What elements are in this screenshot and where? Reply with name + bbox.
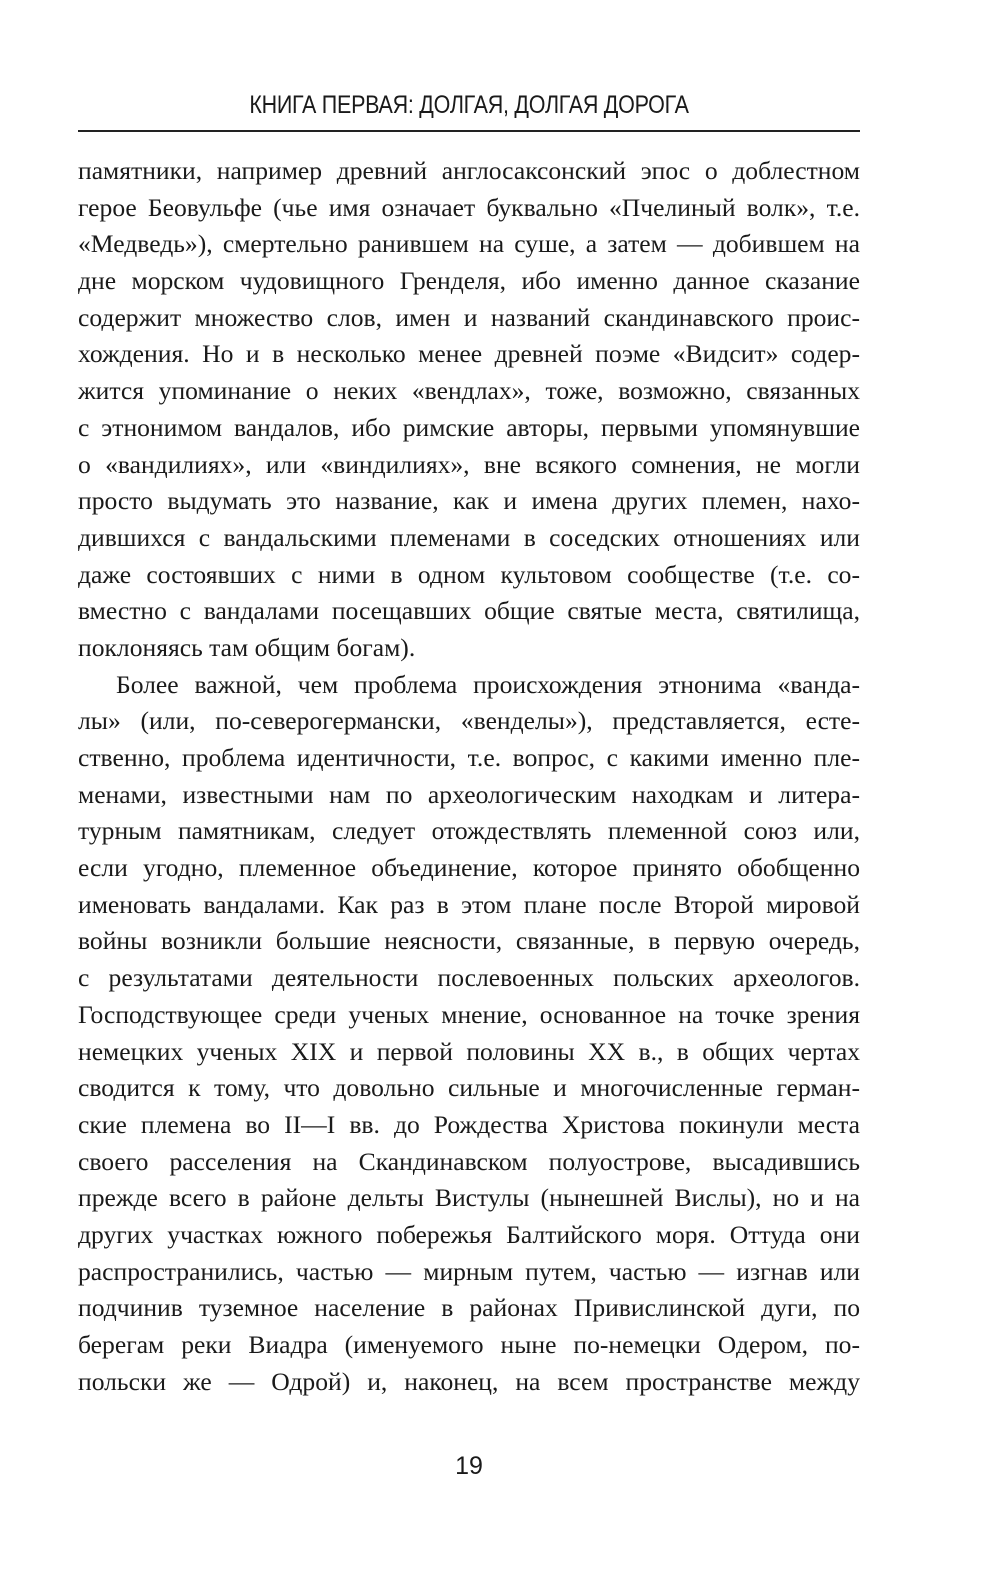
text-line: подчинив туземное население в районах Привислинской дуги, по — [78, 1293, 860, 1323]
text-line: прежде всего в районе дельты Вистулы (нынешней Вислы), но и на — [78, 1183, 860, 1213]
text-line: польски же — Одрой) и, наконец, на всем пространстве между — [78, 1366, 860, 1396]
text-line: ские племена во II—I вв. до Рождества Христова покинули места — [78, 1109, 860, 1139]
text-line: турным памятникам, следует отождествлять племенной союз или, — [78, 816, 860, 846]
text-line: ственно, проблема идентичности, т.е. вопрос, с какими именно пле- — [78, 743, 860, 772]
text-line: поклоняясь там общим богам). — [78, 632, 416, 662]
text-line: берегам реки Виадра (именуемого ныне по-немецки Одером, по- — [78, 1330, 860, 1359]
text-line: Господствующее среди ученых мнение, основанное на точке зрения — [78, 999, 860, 1029]
page-number: 19 — [455, 1452, 483, 1480]
text-line: герое Беовульфе (чье имя означает буквально «Пчелиный волк», т.е. — [78, 192, 860, 222]
text-line: других участках южного побережья Балтийского моря. Оттуда они — [78, 1219, 860, 1249]
text-line: дившихся с вандальскими племенами в соседских отношениях или — [78, 522, 860, 552]
text-line: если угодно, племенное объединение, которое принято обобщенно — [78, 853, 860, 883]
text-line: сводится к тому, что довольно сильные и многочисленные герман- — [78, 1073, 860, 1103]
text-line: «Медведь»), смертельно ранившем на суше, а затем — добившем на — [78, 229, 860, 259]
text-line: своего расселения на Скандинавском полуострове, высадившись — [78, 1146, 860, 1176]
text-line: войны возникли большие неясности, связанные, в первую очередь, — [78, 926, 860, 956]
paragraph-2 — [78, 667, 860, 1401]
body-text — [78, 153, 860, 1400]
text-line: дне морском чудовищного Гренделя, ибо именно данное сказание — [78, 266, 860, 296]
text-line: менами, известными нам по археологическим находкам и литера- — [78, 779, 860, 809]
text-line: с этнонимом вандалов, ибо римские авторы, первыми упомянувшие — [78, 412, 860, 442]
text-line: даже состоявших с ними в одном культовом сообществе (т.е. со- — [78, 559, 860, 589]
text-line: лы» (или, по-северогермански, «венделы»), представляется, есте- — [78, 706, 860, 736]
text-line: просто выдумать это название, как и имена других племен, нахо- — [78, 486, 860, 516]
text-line: вместно с вандалами посещавших общие святые места, святилища, — [78, 596, 860, 626]
text-line: немецких ученых XIX и первой половины XX в., в общих чертах — [78, 1036, 860, 1066]
text-line: содержит множество слов, имен и названий скандинавского проис- — [78, 302, 860, 332]
text-line: хождения. Но и в несколько менее древней поэме «Видсит» содер- — [78, 339, 860, 369]
text-line: распространились, частью — мирным путем, частью — изгнав или — [78, 1256, 860, 1286]
text-line: Более важной, чем проблема происхождения этнонима «ванда- — [116, 669, 860, 699]
running-head: КНИГА ПЕРВАЯ: ДОЛГАЯ, ДОЛГАЯ ДОРОГА — [249, 91, 689, 119]
text-line: памятники, например древний англосаксонский эпос о доблестном — [78, 156, 860, 185]
text-line: жится упоминание о неких «вендлах», тоже, возможно, связанных — [78, 376, 860, 406]
text-line: именовать вандалами. Как раз в этом плане после Второй мировой — [78, 889, 860, 919]
paragraph-1 — [78, 153, 860, 667]
text-line: с результатами деятельности послевоенных польских археологов. — [78, 963, 860, 993]
header-rule — [78, 130, 860, 132]
text-line: о «вандилиях», или «виндилиях», вне всякого сомнения, не могли — [78, 449, 860, 479]
